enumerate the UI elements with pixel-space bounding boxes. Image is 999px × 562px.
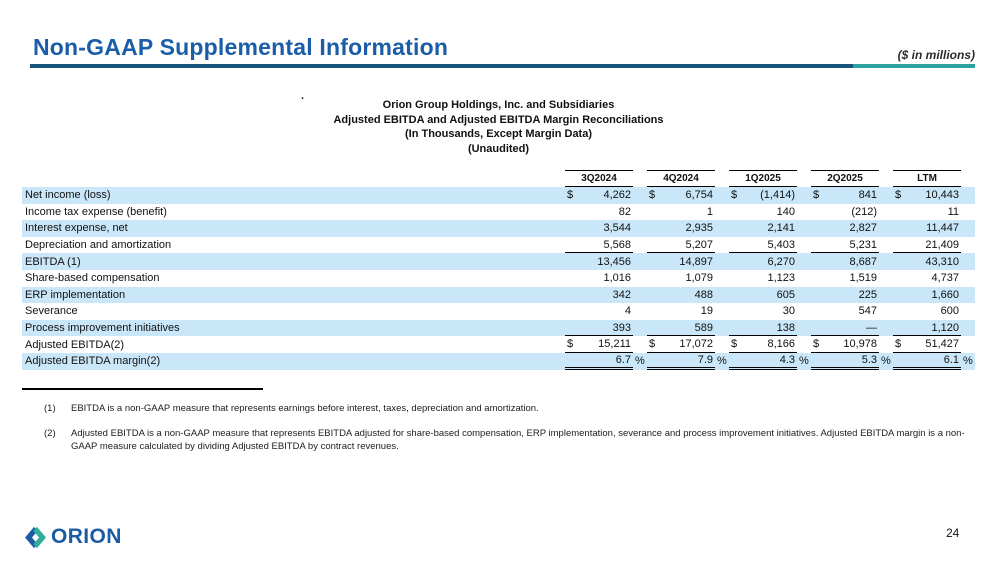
column-wrap [565, 303, 647, 320]
column-gap [715, 336, 729, 353]
footnotes-section [22, 388, 975, 465]
column-gap [715, 287, 729, 304]
column-gap [961, 336, 975, 353]
column-gap [961, 204, 975, 221]
column-header: 4Q2024 [647, 170, 715, 187]
footnote-text: EBITDA is a non-GAAP measure that represents earnings before interest, taxes, depreciation and amortization. [71, 403, 539, 414]
value: 4.3 [779, 353, 795, 366]
value-cell [565, 237, 633, 254]
value: 138 [776, 321, 795, 334]
value-cell [647, 253, 715, 270]
value-cell [729, 187, 797, 204]
column-gap [961, 303, 975, 320]
value-cell [811, 220, 879, 237]
table-row [22, 237, 975, 254]
value: 5,207 [685, 238, 713, 251]
table-row [22, 353, 975, 370]
column-wrap [729, 220, 811, 237]
column-gap [633, 170, 647, 187]
value-cell [565, 287, 633, 304]
value: 2,141 [767, 222, 795, 235]
footnote-divider [22, 388, 263, 390]
value-cell [811, 270, 879, 287]
value-cell [647, 303, 715, 320]
value: 5.3 [861, 353, 877, 366]
column-wrap [565, 253, 647, 270]
column-gap [715, 170, 729, 187]
dollar-sign: $ [567, 338, 574, 351]
column-wrap [647, 220, 729, 237]
value-cell [893, 220, 961, 237]
value: 6.7 [615, 353, 631, 366]
value-cell [565, 253, 633, 270]
dollar-sign: $ [731, 189, 738, 202]
column-wrap [647, 270, 729, 287]
row-label: Depreciation and amortization [25, 239, 172, 252]
value-cell [565, 187, 633, 204]
column-gap [879, 320, 893, 337]
value: 5,231 [849, 238, 877, 251]
value-cell [811, 204, 879, 221]
dollar-sign: $ [649, 189, 656, 202]
column-wrap [893, 253, 975, 270]
value-cell [893, 187, 961, 204]
value: 393 [612, 321, 631, 334]
column-gap [879, 287, 893, 304]
divider-blue-segment [30, 64, 853, 68]
column-wrap [565, 270, 647, 287]
column-gap [797, 170, 811, 187]
row-label: Adjusted EBITDA(2) [25, 338, 125, 351]
value-cell [647, 270, 715, 287]
column-wrap [811, 253, 893, 270]
column-wrap [893, 336, 975, 353]
column-wrap [647, 287, 729, 304]
value: 1,123 [767, 272, 795, 285]
row-label: Income tax expense (benefit) [25, 205, 167, 218]
column-header: 1Q2025 [729, 170, 797, 187]
column-wrap [647, 187, 729, 204]
value: 19 [700, 305, 713, 318]
column-wrap [811, 270, 893, 287]
value: 1,519 [849, 272, 877, 285]
column-gap [715, 237, 729, 254]
percent-sign: % [635, 355, 645, 368]
value-cell [647, 353, 715, 370]
divider-teal-segment [853, 64, 975, 68]
value-cell [647, 336, 715, 353]
value: 51,427 [925, 338, 959, 351]
value: 6.1 [943, 353, 959, 366]
column-wrap [729, 170, 811, 187]
value: 5,403 [767, 238, 795, 251]
column-wrap [647, 253, 729, 270]
table-row [22, 320, 975, 337]
value-cell [729, 253, 797, 270]
value-cell [565, 303, 633, 320]
column-wrap [647, 336, 729, 353]
column-wrap [811, 187, 893, 204]
value: 1,120 [931, 321, 959, 334]
column-wrap [729, 237, 811, 254]
column-gap [879, 336, 893, 353]
column-wrap [893, 353, 975, 370]
column-gap [633, 253, 647, 270]
column-wrap [893, 204, 975, 221]
column-wrap [893, 187, 975, 204]
value-cell [811, 187, 879, 204]
column-gap [797, 237, 811, 254]
value-cell [729, 336, 797, 353]
table-row [22, 220, 975, 237]
value: 21,409 [925, 238, 959, 251]
column-gap [961, 270, 975, 287]
column-gap [633, 287, 647, 304]
footnote-number: (1) [44, 403, 56, 414]
value-cell [893, 253, 961, 270]
table-row [22, 204, 975, 221]
column-header: LTM [893, 170, 961, 187]
column-wrap [729, 187, 811, 204]
title-divider [30, 64, 975, 68]
value: 10,978 [843, 338, 877, 351]
dollar-sign: $ [895, 338, 902, 351]
table-row [22, 270, 975, 287]
value: 2,827 [849, 222, 877, 235]
column-wrap [647, 303, 729, 320]
value: 4,262 [603, 189, 631, 202]
value: 600 [940, 305, 959, 318]
value-cell [811, 353, 879, 370]
percent-sign: % [799, 355, 809, 368]
column-wrap [565, 320, 647, 337]
column-gap [715, 187, 729, 204]
percent-sign: % [717, 355, 727, 368]
value: 3,544 [603, 222, 631, 235]
value-cell [647, 204, 715, 221]
column-wrap [565, 336, 647, 353]
dollar-sign: $ [731, 338, 738, 351]
value: 11,447 [926, 222, 959, 235]
column-gap [797, 187, 811, 204]
dollar-sign: $ [895, 189, 902, 202]
column-gap [633, 303, 647, 320]
column-gap [961, 170, 975, 187]
value-cell [729, 320, 797, 337]
value-cell [647, 287, 715, 304]
column-header: 3Q2024 [565, 170, 633, 187]
value: 8,166 [767, 338, 795, 351]
column-wrap [565, 170, 647, 187]
row-label: Severance [25, 305, 78, 318]
column-gap [715, 204, 729, 221]
column-gap [715, 303, 729, 320]
column-gap [633, 270, 647, 287]
table-heading-line: (In Thousands, Except Margin Data) [404, 128, 593, 140]
column-wrap [647, 353, 729, 370]
value: 841 [858, 189, 877, 202]
value-cell [893, 320, 961, 337]
column-wrap [565, 287, 647, 304]
page-title: Non-GAAP Supplemental Information [33, 34, 449, 60]
value: 11 [947, 205, 959, 218]
value-cell [729, 204, 797, 221]
column-wrap [893, 270, 975, 287]
value-cell [729, 287, 797, 304]
column-wrap [893, 303, 975, 320]
value-cell [729, 237, 797, 254]
column-wrap [811, 237, 893, 254]
column-wrap [729, 253, 811, 270]
column-wrap [893, 287, 975, 304]
column-wrap [647, 320, 729, 337]
column-wrap [729, 287, 811, 304]
row-label: Share-based compensation [25, 272, 160, 285]
percent-sign: % [881, 355, 891, 368]
table-heading-line: Adjusted EBITDA and Adjusted EBITDA Margin Reconciliations [333, 113, 664, 126]
column-gap [715, 220, 729, 237]
column-wrap [893, 170, 975, 187]
value: 8,687 [849, 255, 877, 268]
dollar-sign: $ [649, 338, 656, 351]
value-cell [893, 336, 961, 353]
column-wrap [811, 204, 893, 221]
column-gap [797, 204, 811, 221]
column-gap [633, 237, 647, 254]
column-wrap [729, 204, 811, 221]
value: 547 [858, 305, 877, 318]
value-cell [647, 220, 715, 237]
column-wrap [811, 353, 893, 370]
table-row [22, 187, 975, 204]
value: 4,737 [931, 272, 959, 285]
orion-diamond-icon [24, 526, 47, 549]
row-label: Net income (loss) [25, 189, 111, 202]
dollar-sign: $ [813, 189, 820, 202]
column-wrap [729, 353, 811, 370]
value-cell [565, 336, 633, 353]
value-cell [729, 220, 797, 237]
value-cell [811, 336, 879, 353]
row-label: Adjusted EBITDA margin(2) [25, 355, 161, 368]
value-cell [811, 303, 879, 320]
column-wrap [811, 320, 893, 337]
column-wrap [893, 220, 975, 237]
value: 140 [776, 205, 795, 218]
value: 2,935 [685, 222, 713, 235]
value-cell [729, 303, 797, 320]
row-label: EBITDA (1) [25, 255, 81, 268]
footnote-1 [44, 402, 975, 415]
column-wrap [729, 303, 811, 320]
value: 1,079 [685, 272, 713, 285]
dollar-sign: $ [567, 189, 574, 202]
column-gap [633, 220, 647, 237]
value: 5,568 [603, 238, 631, 251]
footnote-2 [44, 427, 975, 453]
column-wrap [647, 237, 729, 254]
footnote-number: (2) [44, 428, 56, 439]
column-gap [633, 336, 647, 353]
value: 13,456 [597, 255, 631, 268]
value: 4 [624, 305, 631, 318]
column-gap [715, 320, 729, 337]
value: 14,897 [679, 255, 713, 268]
value-cell [893, 237, 961, 254]
column-gap [879, 270, 893, 287]
footnote-text: Adjusted EBITDA is a non-GAAP measure that represents EBITDA adjusted for share-based compensation, ERP implementation, severance and process improvement initiatives. Adjusted EBITDA margin is a non-GAAP measure calculated by dividing Adjusted EBITDA by contract revenues. [71, 428, 965, 452]
column-gap [715, 253, 729, 270]
value-cell [893, 287, 961, 304]
value-cell [729, 353, 797, 370]
table-row [22, 287, 975, 304]
orion-logo [24, 525, 122, 549]
page-number: 24 [946, 526, 960, 540]
column-header: 2Q2025 [811, 170, 879, 187]
column-wrap [811, 336, 893, 353]
value: 488 [694, 288, 713, 301]
value-cell [565, 320, 633, 337]
value-cell [729, 270, 797, 287]
column-gap [797, 287, 811, 304]
value: 225 [858, 288, 877, 301]
column-wrap [893, 320, 975, 337]
column-gap [797, 220, 811, 237]
column-gap [797, 336, 811, 353]
value-cell [647, 187, 715, 204]
value: (1,414) [760, 189, 795, 202]
value-cell [565, 270, 633, 287]
column-gap [797, 270, 811, 287]
row-label: ERP implementation [25, 288, 126, 301]
value: 43,310 [925, 255, 959, 268]
value-cell [893, 353, 961, 370]
column-gap [961, 220, 975, 237]
row-label: Process improvement initiatives [25, 322, 180, 335]
value-cell [565, 220, 633, 237]
row-label: Interest expense, net [25, 222, 128, 235]
units-note: ($ in millions) [897, 48, 975, 62]
column-gap [879, 187, 893, 204]
column-gap [961, 253, 975, 270]
table-row [22, 253, 975, 270]
table-header-row [22, 170, 975, 187]
column-gap [797, 303, 811, 320]
column-gap [879, 253, 893, 270]
column-gap [879, 303, 893, 320]
value-cell [811, 287, 879, 304]
column-wrap [729, 270, 811, 287]
column-wrap [565, 237, 647, 254]
column-gap [797, 320, 811, 337]
column-wrap [811, 170, 893, 187]
orion-logo-text: ORION [51, 525, 122, 548]
column-wrap [647, 204, 729, 221]
value-cell [647, 320, 715, 337]
value: 30 [782, 305, 795, 318]
column-wrap [565, 187, 647, 204]
stray-mark: . [301, 90, 305, 102]
value: 6,270 [767, 255, 795, 268]
value-cell [893, 204, 961, 221]
value: 605 [776, 288, 795, 301]
column-wrap [729, 336, 811, 353]
column-wrap [811, 287, 893, 304]
dollar-sign: $ [813, 338, 820, 351]
table-row [22, 336, 975, 353]
column-gap [961, 237, 975, 254]
column-gap [879, 237, 893, 254]
column-gap [961, 187, 975, 204]
value: 589 [694, 321, 713, 334]
column-gap [797, 253, 811, 270]
value: 342 [612, 288, 631, 301]
column-wrap [811, 303, 893, 320]
value-cell [811, 237, 879, 254]
column-gap [633, 187, 647, 204]
column-gap [879, 170, 893, 187]
value: 17,072 [679, 338, 713, 351]
value-cell [893, 303, 961, 320]
column-wrap [893, 237, 975, 254]
column-gap [961, 320, 975, 337]
value: 1,660 [931, 288, 959, 301]
table-heading-line: Orion Group Holdings, Inc. and Subsidiaries [382, 99, 615, 111]
row-label-spacer [22, 170, 565, 187]
value: — [866, 321, 877, 334]
value-cell [811, 253, 879, 270]
value: 7.9 [697, 353, 713, 366]
table-row [22, 303, 975, 320]
value: 10,443 [925, 189, 959, 202]
value-cell [565, 353, 633, 370]
value: 1,016 [603, 272, 631, 285]
value: 6,754 [685, 189, 713, 202]
column-wrap [565, 204, 647, 221]
value: 82 [618, 205, 631, 218]
column-gap [879, 204, 893, 221]
ebitda-reconciliation-table [22, 170, 975, 370]
column-gap [633, 320, 647, 337]
column-wrap [811, 220, 893, 237]
value-cell [647, 237, 715, 254]
table-heading [22, 98, 975, 156]
value: 15,211 [598, 338, 631, 351]
value-cell [811, 320, 879, 337]
column-wrap [565, 353, 647, 370]
column-wrap [729, 320, 811, 337]
value-cell [565, 204, 633, 221]
table-heading-line: (Unaudited) [467, 142, 530, 155]
column-gap [633, 204, 647, 221]
value: 1 [706, 205, 713, 218]
column-gap [879, 220, 893, 237]
column-wrap [647, 170, 729, 187]
column-gap [715, 270, 729, 287]
percent-sign: % [963, 355, 973, 368]
column-wrap [565, 220, 647, 237]
value-cell [893, 270, 961, 287]
column-gap [961, 287, 975, 304]
value: (212) [851, 205, 877, 218]
